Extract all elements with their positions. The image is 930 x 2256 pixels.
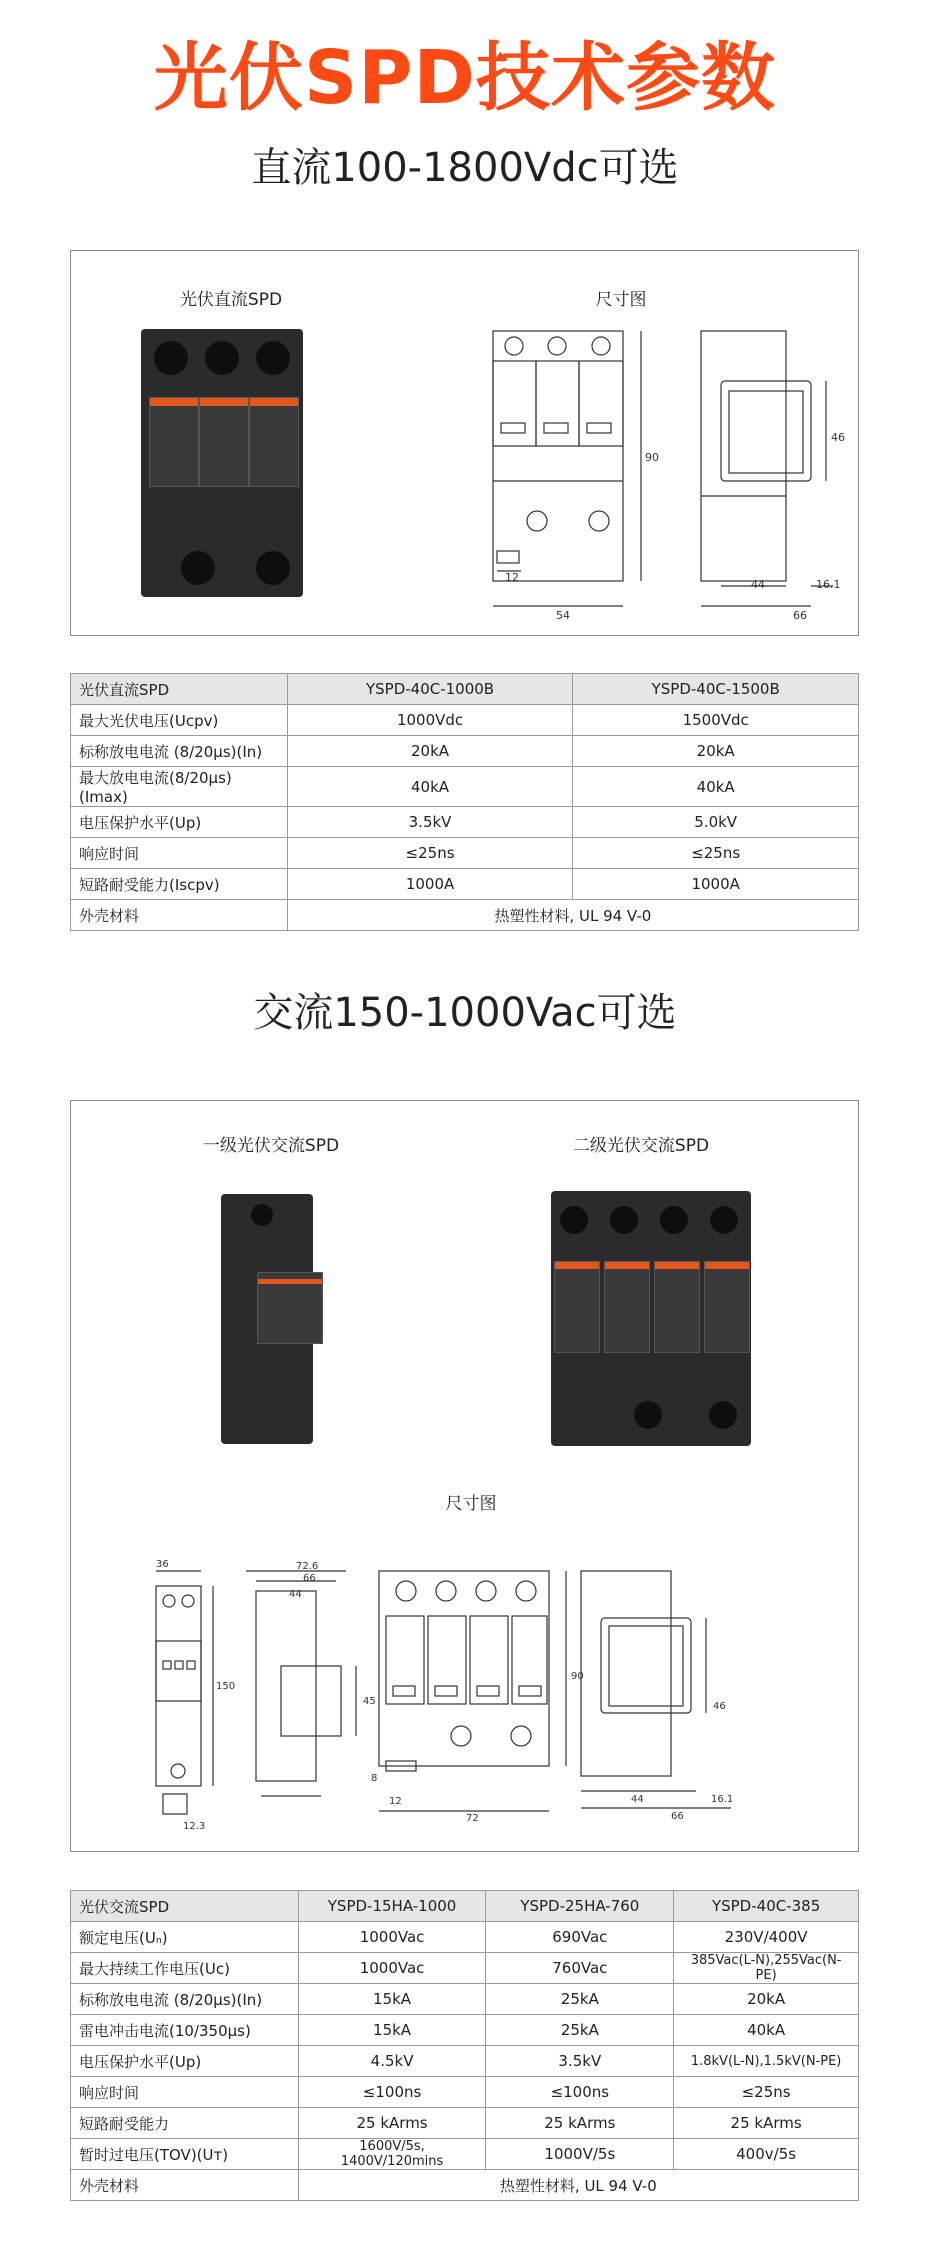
- table-row: [71, 2139, 859, 2170]
- cell: ≤100ns: [486, 2077, 674, 2108]
- row-label: 最大光伏电压(Ucpv): [71, 705, 288, 736]
- row-label: 外壳材料: [71, 900, 288, 931]
- cell: 1500Vdc: [573, 705, 859, 736]
- dc-dim-d2: 44: [751, 578, 765, 591]
- ac-dim-a-d3: 44: [289, 1589, 302, 1600]
- table-row: [71, 2170, 859, 2201]
- cell: 5.0kV: [573, 807, 859, 838]
- header-cell: YSPD-15HA-1000: [298, 1891, 486, 1922]
- table-row: [71, 807, 859, 838]
- row-label: 雷电冲击电流(10/350μs): [71, 2015, 299, 2046]
- cell: 20kA: [287, 736, 573, 767]
- ac-dim-b-w2: 12: [389, 1796, 402, 1807]
- cell: 385Vac(L-N),255Vac(N-PE): [674, 1953, 859, 1984]
- table-row: [71, 2046, 859, 2077]
- ac-dim-a-h2: 45: [363, 1696, 376, 1707]
- cell: ≤100ns: [298, 2077, 486, 2108]
- cell: 400v/5s: [674, 2139, 859, 2170]
- row-label: 短路耐受能力(Iscpv): [71, 869, 288, 900]
- cell: 25kA: [486, 2015, 674, 2046]
- dc-dim-h2: 46: [831, 431, 845, 444]
- cell: 热塑性材料, UL 94 V-0: [298, 2170, 858, 2201]
- cell: ≤25ns: [674, 2077, 859, 2108]
- page-title: 光伏SPD技术参数: [154, 35, 776, 121]
- ac-dim-a-d2: 66: [303, 1573, 316, 1584]
- ac-dim-a-d1: 72.6: [296, 1561, 319, 1572]
- cell: ≤25ns: [287, 838, 573, 869]
- dc-dim-width: 54: [556, 609, 570, 622]
- cell: 40kA: [674, 2015, 859, 2046]
- row-label: 额定电压(Uₙ): [71, 1922, 299, 1953]
- row-label: 暂时过电压(TOV)(Uт): [71, 2139, 299, 2170]
- ac-caption-1: 一级光伏交流SPD: [202, 1136, 340, 1156]
- dc-dimension-drawing: [371, 321, 841, 621]
- row-label: 响应时间: [71, 2077, 299, 2108]
- ac-dim-a-w2: 12.3: [183, 1821, 206, 1832]
- ac-dim-b-d: 66: [671, 1811, 684, 1822]
- row-label: 短路耐受能力: [71, 2108, 299, 2139]
- table-row: [71, 705, 859, 736]
- cell: 3.5kV: [287, 807, 573, 838]
- ac-dimension-drawing: [131, 1546, 851, 1836]
- header-cell: YSPD-40C-1000B: [287, 674, 573, 705]
- table-row: [71, 2015, 859, 2046]
- row-label: 电压保护水平(Up): [71, 807, 288, 838]
- row-label: 最大放电电流(8/20μs)(Imax): [71, 767, 288, 807]
- table-row: [71, 838, 859, 869]
- cell: 40kA: [573, 767, 859, 807]
- ac-type1-device-image: [221, 1194, 313, 1444]
- table-row: [71, 2108, 859, 2139]
- header-cell: 光伏直流SPD: [71, 674, 288, 705]
- row-label: 标称放电电流 (8/20μs)(In): [71, 1984, 299, 2015]
- cell: 1000A: [573, 869, 859, 900]
- row-label: 标称放电电流 (8/20μs)(In): [71, 736, 288, 767]
- cell: 1000V/5s: [486, 2139, 674, 2170]
- cell: 热塑性材料, UL 94 V-0: [287, 900, 858, 931]
- ac-dim-a-h: 150: [216, 1681, 236, 1692]
- table-row: [71, 869, 859, 900]
- table-row: [71, 767, 859, 807]
- ac-dim-b-d2: 44: [631, 1794, 644, 1805]
- table-row: [71, 736, 859, 767]
- cell: 760Vac: [486, 1953, 674, 1984]
- ac-dims-caption: 尺寸图: [445, 1494, 497, 1514]
- cell: 40kA: [287, 767, 573, 807]
- row-label: 电压保护水平(Up): [71, 2046, 299, 2077]
- dc-product-panel: [70, 250, 859, 636]
- table-row: [71, 1984, 859, 2015]
- cell: 25kA: [486, 1984, 674, 2015]
- row-label: 最大持续工作电压(Uc): [71, 1953, 299, 1984]
- table-header-row: [71, 674, 859, 705]
- table-row: [71, 1953, 859, 1984]
- dc-dim-height: 90: [645, 451, 659, 464]
- cell: 20kA: [674, 1984, 859, 2015]
- dc-subtitle: 直流100-1800Vdc可选: [251, 145, 679, 191]
- cell: 25 kArms: [298, 2108, 486, 2139]
- cell: 690Vac: [486, 1922, 674, 1953]
- table-header-row: [71, 1891, 859, 1922]
- cell: 15kA: [298, 2015, 486, 2046]
- dc-dim-depth: 66: [793, 609, 807, 622]
- dc-product-caption: 光伏直流SPD: [179, 290, 283, 310]
- header-cell: 光伏交流SPD: [71, 1891, 299, 1922]
- row-label: 外壳材料: [71, 2170, 299, 2201]
- table-row: [71, 900, 859, 931]
- ac-subtitle: 交流150-1000Vac可选: [253, 990, 677, 1036]
- cell: 4.5kV: [298, 2046, 486, 2077]
- cell: 1.8kV(L-N),1.5kV(N-PE): [674, 2046, 859, 2077]
- cell: 3.5kV: [486, 2046, 674, 2077]
- ac-dim-b-w3: 8: [371, 1773, 378, 1784]
- ac-dim-b-h: 90: [571, 1671, 584, 1682]
- header-cell: YSPD-40C-385: [674, 1891, 859, 1922]
- dc-dim-w2: 12: [505, 571, 519, 584]
- ac-type2-device-image: [551, 1191, 751, 1446]
- ac-dim-a-w: 36: [156, 1559, 169, 1570]
- dc-dim-d3: 16.1: [816, 578, 841, 591]
- cell: ≤25ns: [573, 838, 859, 869]
- header-cell: YSPD-40C-1500B: [573, 674, 859, 705]
- cell: 25 kArms: [486, 2108, 674, 2139]
- row-label: 响应时间: [71, 838, 288, 869]
- cell: 1000Vac: [298, 1953, 486, 1984]
- cell: 15kA: [298, 1984, 486, 2015]
- ac-product-panel: [70, 1100, 859, 1852]
- cell: 1000Vac: [298, 1922, 486, 1953]
- cell: 230V/400V: [674, 1922, 859, 1953]
- ac-spec-table: [70, 1890, 859, 2201]
- table-row: [71, 1922, 859, 1953]
- dc-spec-table: [70, 673, 859, 931]
- cell: 25 kArms: [674, 2108, 859, 2139]
- ac-caption-2: 二级光伏交流SPD: [572, 1136, 710, 1156]
- dc-dims-caption: 尺寸图: [595, 290, 647, 310]
- dc-spd-device-image: [141, 329, 303, 597]
- cell: 20kA: [573, 736, 859, 767]
- cell: 1000A: [287, 869, 573, 900]
- header-cell: YSPD-25HA-760: [486, 1891, 674, 1922]
- cell: 1000Vdc: [287, 705, 573, 736]
- ac-dim-b-w: 72: [466, 1813, 479, 1824]
- ac-dim-b-h2: 46: [713, 1701, 726, 1712]
- cell: 1600V/5s, 1400V/120mins: [298, 2139, 486, 2170]
- ac-dim-b-d3: 16.1: [711, 1794, 734, 1805]
- table-row: [71, 2077, 859, 2108]
